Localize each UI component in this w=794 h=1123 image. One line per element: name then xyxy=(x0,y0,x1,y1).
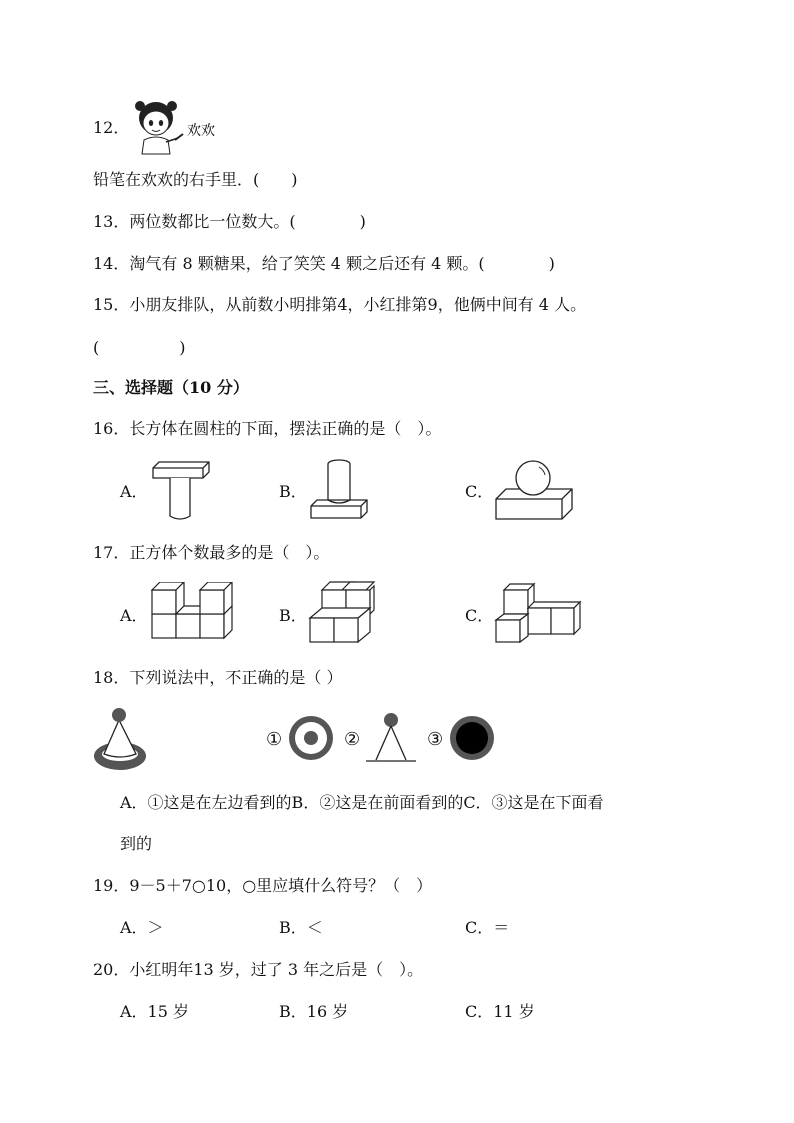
q18-answer-line-1: A．①这是在左边看到的B．②这是在前面看到的C．③这是在下面看 xyxy=(120,793,604,812)
q17-figure-a xyxy=(150,582,234,640)
q16-figure-b xyxy=(308,456,370,522)
q19-option-a: A．＞ xyxy=(120,918,164,937)
q17-figure-c xyxy=(494,578,584,644)
q16-option-c: C． xyxy=(465,482,494,501)
q13-text: 13．两位数都比一位数大。( ) xyxy=(93,212,366,231)
q19-text: 19．9－5＋7○10，○里应填什么符号？（ ） xyxy=(93,876,433,895)
q12-name-label: 欢欢 xyxy=(187,123,215,139)
q18-view-1-label: ① xyxy=(266,729,283,750)
girl-huanhuan-illustration xyxy=(128,96,184,156)
q18-view-2-figure xyxy=(364,710,418,766)
q17-option-c: C． xyxy=(465,606,494,625)
q17-option-b: B． xyxy=(279,606,307,625)
q17-figure-b xyxy=(308,578,376,644)
section3-title: 三、选择题（10 分） xyxy=(93,378,249,397)
q18-text: 18．下列说法中，不正确的是（ ） xyxy=(93,668,343,687)
q16-option-b: B． xyxy=(279,482,307,501)
q19-option-b: B．＜ xyxy=(279,918,323,937)
q12-number: 12． xyxy=(93,118,130,137)
q16-figure-a xyxy=(150,458,212,520)
q18-cone-object-figure xyxy=(92,704,152,774)
q15-text: 15．小朋友排队，从前数小明排第4，小红排第9，他俩中间有 4 人。 xyxy=(93,295,587,314)
q20-text: 20．小红明年13 岁，过了 3 年之后是（ ）。 xyxy=(93,960,424,979)
q14-text: 14．淘气有 8 颗糖果，给了笑笑 4 颗之后还有 4 颗。( ) xyxy=(93,254,555,273)
q12-text: 铅笔在欢欢的右手里．( ) xyxy=(93,170,298,189)
q18-answer-line-2: 到的 xyxy=(120,834,153,853)
q17-option-a: A． xyxy=(120,606,148,625)
q16-option-a: A． xyxy=(120,482,148,501)
q17-text: 17．正方体个数最多的是（ ）。 xyxy=(93,543,330,562)
q20-option-c: C．11 岁 xyxy=(465,1002,535,1021)
q18-view-3-label: ③ xyxy=(427,729,444,750)
q18-view-3-figure xyxy=(448,714,496,762)
q18-view-1-figure xyxy=(287,714,335,762)
q20-option-a: A．15 岁 xyxy=(120,1002,190,1021)
q18-view-2-label: ② xyxy=(344,729,361,750)
q19-option-c: C．＝ xyxy=(465,918,510,937)
q16-figure-c xyxy=(493,456,575,522)
q16-text: 16．长方体在圆柱的下面，摆法正确的是（ ）。 xyxy=(93,419,442,438)
q15-blank: ( ) xyxy=(93,338,186,357)
q20-option-b: B．16 岁 xyxy=(279,1002,349,1021)
